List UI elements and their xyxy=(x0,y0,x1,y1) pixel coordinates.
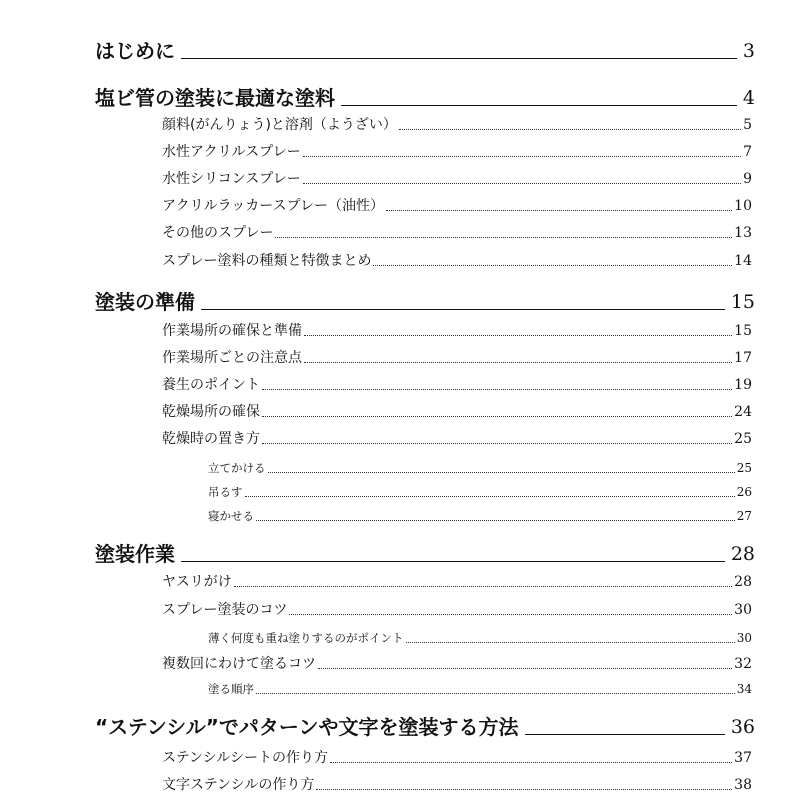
toc-section-entry[interactable] xyxy=(162,220,752,242)
toc-section-entry[interactable] xyxy=(162,745,752,767)
toc-page-number: 25 xyxy=(736,461,752,475)
toc-leader xyxy=(289,614,732,615)
toc-section-entry[interactable] xyxy=(162,166,752,188)
toc-entry-title: 水性シリコンスプレー xyxy=(162,171,301,187)
toc-leader xyxy=(318,668,732,669)
toc-page-number: 7 xyxy=(743,144,752,160)
toc-entry-title: スプレー塗料の種類と特徴まとめ xyxy=(162,253,372,269)
toc-chapter-entry[interactable] xyxy=(95,33,755,63)
toc-entry-title: 立てかける xyxy=(208,461,266,475)
toc-chapter-entry[interactable] xyxy=(95,80,755,110)
toc-section-entry[interactable] xyxy=(162,399,752,421)
toc-entry-title: 作業場所の確保と準備 xyxy=(162,323,302,339)
toc-entry-title: ヤスリがけ xyxy=(162,574,232,590)
toc-entry-title: ステンシルシートの作り方 xyxy=(162,750,328,766)
toc-page-number: 36 xyxy=(730,716,755,738)
toc-page-number: 10 xyxy=(734,198,752,214)
toc-entry-title: スプレー塗装のコツ xyxy=(162,602,288,618)
toc-leader xyxy=(303,156,741,157)
toc-subsection-entry[interactable] xyxy=(208,456,752,476)
toc-entry-title: その他のスプレー xyxy=(162,225,274,241)
toc-leader xyxy=(256,693,735,694)
toc-entry-title: 複数回にわけて塗るコツ xyxy=(162,656,316,672)
toc-entry-title: 寝かせる xyxy=(208,509,254,523)
toc-page-number: 28 xyxy=(730,543,755,565)
toc-leader xyxy=(256,520,735,521)
toc-leader xyxy=(304,335,732,336)
toc-page-number: 32 xyxy=(734,656,752,672)
toc-entry-title: 文字ステンシルの作り方 xyxy=(162,777,315,793)
toc-subsection-entry[interactable] xyxy=(208,504,752,524)
toc-leader xyxy=(316,789,732,790)
toc-page-number: 37 xyxy=(734,750,752,766)
toc-leader xyxy=(234,586,732,587)
toc-page-number: 26 xyxy=(736,485,752,499)
toc-entry-title: はじめに xyxy=(95,39,175,63)
toc-page-number: 24 xyxy=(734,404,752,420)
toc-entry-title: 作業場所ごとの注意点 xyxy=(162,350,302,366)
toc-entry-title: 薄く何度も重ね塗りするのがポイント xyxy=(208,631,404,645)
toc-page-number: 9 xyxy=(743,171,752,187)
toc-entry-title: 塗る順序 xyxy=(208,682,254,696)
toc-page-number: 13 xyxy=(734,225,752,241)
toc-leader xyxy=(275,237,732,238)
toc-section-entry[interactable] xyxy=(162,318,752,340)
toc-leader xyxy=(304,362,732,363)
toc-entry-title: 吊るす xyxy=(208,485,243,499)
toc-page-number: 14 xyxy=(734,253,752,269)
toc-section-entry[interactable] xyxy=(162,193,752,215)
toc-leader xyxy=(245,496,735,497)
toc-section-entry[interactable] xyxy=(162,345,752,367)
toc-page-number: 30 xyxy=(736,631,752,645)
toc-leader xyxy=(303,183,741,184)
toc-section-entry[interactable] xyxy=(162,597,752,619)
toc-entry-title: 養生のポイント xyxy=(162,377,260,393)
toc-leader xyxy=(201,309,725,310)
toc-leader xyxy=(330,762,732,763)
toc-page-number: 3 xyxy=(742,40,755,62)
toc-page-number: 34 xyxy=(736,682,752,696)
toc-page-number: 25 xyxy=(734,431,752,447)
toc-entry-title: 塗装作業 xyxy=(95,542,175,566)
toc-leader xyxy=(373,265,732,266)
toc-section-entry[interactable] xyxy=(162,372,752,394)
toc-entry-title: 水性アクリルスプレー xyxy=(162,144,301,160)
toc-entry-title: 塗装の準備 xyxy=(95,290,195,314)
toc-section-entry[interactable] xyxy=(162,426,752,448)
toc-leader xyxy=(341,105,737,106)
toc-leader xyxy=(386,210,732,211)
toc-leader xyxy=(406,642,735,643)
toc-leader xyxy=(262,416,732,417)
toc-section-entry[interactable] xyxy=(162,569,752,591)
toc-page-number: 15 xyxy=(734,323,752,339)
toc-section-entry[interactable] xyxy=(162,772,752,794)
toc-section-entry[interactable] xyxy=(162,139,752,161)
toc-page-number: 27 xyxy=(736,509,752,523)
toc-leader xyxy=(181,58,737,59)
toc-page-number: 15 xyxy=(730,291,755,313)
toc-leader xyxy=(262,389,732,390)
toc-subsection-entry[interactable] xyxy=(208,480,752,500)
toc-chapter-entry[interactable] xyxy=(95,536,755,566)
toc-entry-title: 乾燥場所の確保 xyxy=(162,404,260,420)
toc-section-entry[interactable] xyxy=(162,112,752,134)
toc-section-entry[interactable] xyxy=(162,248,752,270)
toc-subsection-entry[interactable] xyxy=(208,626,752,646)
toc-entry-title: アクリルラッカースプレー（油性） xyxy=(162,198,385,214)
toc-section-entry[interactable] xyxy=(162,651,752,673)
toc-page-number: 19 xyxy=(734,377,752,393)
toc-page-number: 38 xyxy=(734,777,752,793)
toc-leader xyxy=(181,561,725,562)
toc-entry-title: “ステンシル”でパターンや文字を塗装する方法 xyxy=(95,715,519,739)
toc-page-number: 30 xyxy=(734,602,752,618)
toc-chapter-entry[interactable] xyxy=(95,284,755,314)
toc-leader xyxy=(268,472,735,473)
toc-subsection-entry[interactable] xyxy=(208,677,752,697)
toc-page-number: 17 xyxy=(734,350,752,366)
toc-page-number: 4 xyxy=(742,87,755,109)
toc-entry-title: 乾燥時の置き方 xyxy=(162,431,260,447)
toc-entry-title: 塩ビ管の塗装に最適な塗料 xyxy=(95,86,335,110)
toc-page-number: 28 xyxy=(734,574,752,590)
toc-leader xyxy=(525,734,725,735)
toc-leader xyxy=(262,443,732,444)
toc-entry-title: 顔料(がんりょう)と溶剤（ようざい） xyxy=(162,117,397,133)
toc-leader xyxy=(399,129,741,130)
toc-chapter-entry[interactable] xyxy=(95,709,755,739)
toc-page-number: 5 xyxy=(743,117,752,133)
